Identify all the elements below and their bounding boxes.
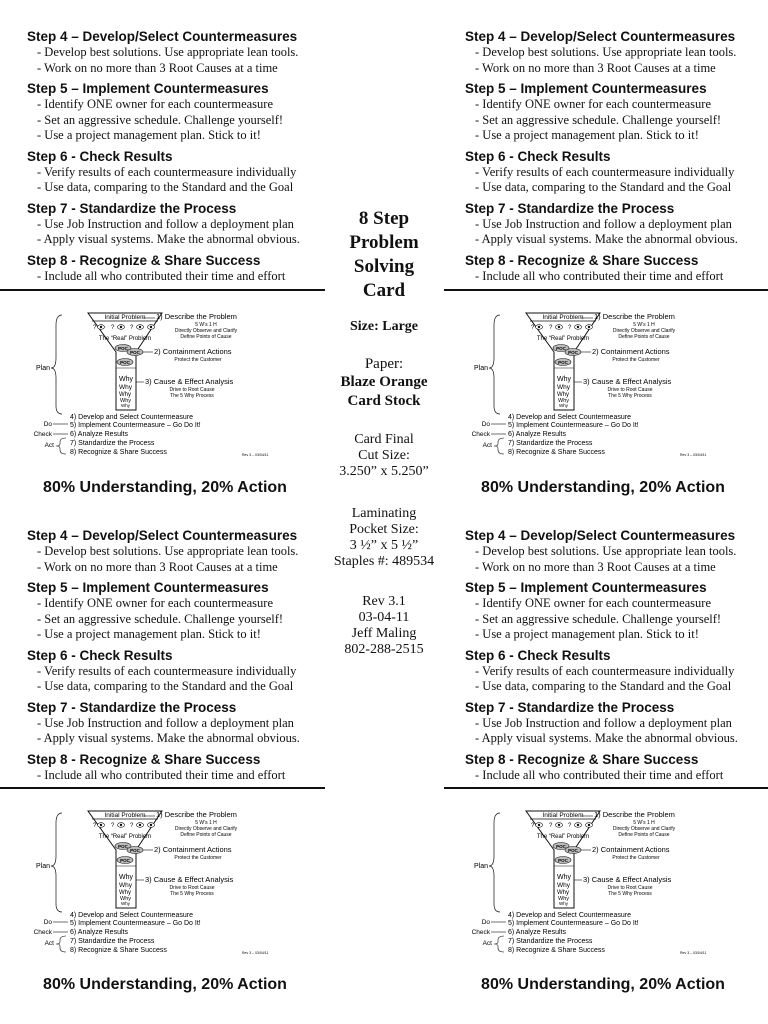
- step-bullet: - Use Job Instruction and follow a deployment plan: [475, 216, 732, 231]
- revision-line: Rev 3.1: [362, 594, 406, 609]
- act-label: Act: [44, 442, 54, 449]
- step-title: Step 7 - Standardize the Process: [465, 200, 675, 216]
- why-label: Why: [557, 384, 570, 391]
- step-1-sub: Directly Observe and Clarify: [612, 328, 676, 334]
- step-title: Step 4 – Develop/Select Countermeasures: [27, 528, 298, 543]
- plan-brace: [51, 315, 62, 414]
- funnel-diagram: [468, 808, 768, 958]
- step-3-text: 3) Cause & Effect Analysis: [583, 377, 672, 386]
- step-8-text: 8) Recognize & Share Success: [508, 449, 605, 456]
- step-bullet: - Apply visual systems. Make the abnormal obvious.: [475, 731, 738, 745]
- step-bullet: - Identify ONE owner for each countermeasure: [37, 596, 274, 610]
- print-spec-title: [325, 207, 443, 303]
- revision-note: Rev 3 – 03/04/11: [680, 453, 707, 457]
- step-bullet: - Apply visual systems. Make the abnormal obvious.: [37, 731, 300, 745]
- step-bullet: - Use Job Instruction and follow a deployment plan: [475, 715, 732, 730]
- question-mark: ?: [549, 325, 553, 331]
- card-top-right-steps: [465, 29, 765, 284]
- eye-icon: [120, 326, 122, 328]
- real-problem-label: The “Real” Problem: [536, 834, 590, 840]
- step-bullet: - Develop best solutions. Use appropriate lean tools.: [37, 45, 299, 59]
- step-bullet: - Use data, comparing to the Standard and the Goal: [37, 180, 294, 194]
- question-mark: ?: [111, 325, 115, 331]
- poc-label: POC: [118, 844, 128, 849]
- step-6-text: 6) Analyze Results: [508, 929, 566, 936]
- do-label: Do: [43, 919, 52, 926]
- eye-icon: [538, 824, 540, 826]
- eye-icon: [100, 824, 102, 826]
- step-bullet: - Use Job Instruction and follow a deployment plan: [37, 216, 294, 231]
- eye-icon: [538, 326, 540, 328]
- title-line: Solving: [353, 256, 415, 277]
- step-bullet: - Identify ONE owner for each countermeasure: [475, 596, 712, 610]
- step-1-sub: 5 W’s 1 H: [633, 322, 655, 328]
- step-2-text: 2) Containment Actions: [154, 845, 232, 854]
- initial-problem-label: Initial Problem: [542, 812, 584, 819]
- step-bullet: - Apply visual systems. Make the abnormal obvious.: [37, 232, 300, 246]
- cut-size-line: Cut Size:: [358, 448, 410, 463]
- real-problem-label: The “Real” Problem: [98, 336, 152, 342]
- poc-label: POC: [120, 858, 130, 863]
- why-label: Why: [559, 403, 568, 408]
- step-1-sub: Directly Observe and Clarify: [174, 328, 238, 334]
- do-label: Do: [481, 421, 490, 428]
- step-7-text: 7) Standardize the Process: [70, 938, 155, 945]
- poc-label: POC: [556, 844, 566, 849]
- title-line: Problem: [349, 232, 419, 253]
- act-label: Act: [482, 442, 492, 449]
- card-bottom-left-steps: [27, 528, 327, 783]
- eye-icon: [588, 824, 590, 826]
- step-bullet: - Identify ONE owner for each countermeasure: [475, 97, 712, 111]
- eye-icon: [558, 824, 560, 826]
- step-3-text: 3) Cause & Effect Analysis: [583, 875, 672, 884]
- step-1-sub: Define Points of Cause: [180, 334, 232, 340]
- do-label: Do: [43, 421, 52, 428]
- step-2-text: 2) Containment Actions: [592, 347, 670, 356]
- step-bullet: - Verify results of each countermeasure individually: [475, 663, 735, 678]
- question-mark: ?: [531, 823, 535, 829]
- step-bullet: - Set an aggressive schedule. Challenge yourself!: [37, 611, 284, 626]
- step-title: Step 5 – Implement Countermeasures: [27, 81, 269, 96]
- why-label: Why: [557, 874, 571, 881]
- laminating-line: 3 ½” x 5 ½”: [349, 538, 419, 553]
- step-1-sub: Directly Observe and Clarify: [174, 826, 238, 832]
- step-1-text: 1) Describe the Problem: [594, 312, 675, 321]
- step-title: Step 4 – Develop/Select Countermeasures: [465, 29, 736, 44]
- poc-label: POC: [130, 848, 140, 853]
- tagline: 80% Understanding, 20% Action: [43, 976, 287, 993]
- step-1-sub: 5 W’s 1 H: [195, 322, 217, 328]
- step-2-sub: Protect the Customer: [612, 855, 660, 861]
- step-bullet: - Work on no more than 3 Root Causes at a time: [37, 60, 278, 75]
- size-text: Size: Large: [349, 319, 419, 334]
- step-5-text: 5) Implement Countermeasure – Go Do It!: [70, 920, 201, 927]
- step-title: Step 6 - Check Results: [465, 647, 611, 663]
- step-title: Step 5 – Implement Countermeasures: [27, 580, 269, 595]
- step-title: Step 7 - Standardize the Process: [27, 200, 237, 216]
- step-bullet: - Set an aggressive schedule. Challenge yourself!: [475, 611, 722, 626]
- step-8-text: 8) Recognize & Share Success: [70, 947, 167, 954]
- question-mark: ?: [568, 325, 572, 331]
- step-bullet: - Use a project management plan. Stick to it!: [37, 128, 261, 142]
- why-label: Why: [119, 392, 131, 398]
- step-bullet: - Set an aggressive schedule. Challenge yourself!: [475, 112, 722, 127]
- revision-note: Rev 3 – 03/04/11: [242, 453, 269, 457]
- step-4-text: 4) Develop and Select Countermeasure: [70, 414, 193, 421]
- step-bullet: - Work on no more than 3 Root Causes at a time: [475, 60, 716, 75]
- why-label: Why: [120, 896, 131, 902]
- why-label: Why: [557, 882, 570, 889]
- laminating-line: Staples #: 489534: [333, 554, 435, 569]
- plan-label: Plan: [35, 365, 50, 372]
- laminating-line: Laminating: [351, 506, 417, 521]
- eye-icon: [139, 326, 141, 328]
- step-1-text: 1) Describe the Problem: [156, 312, 237, 321]
- laminating-spec: [325, 506, 443, 570]
- step-title: Step 7 - Standardize the Process: [465, 699, 675, 715]
- step-3-text: 3) Cause & Effect Analysis: [145, 875, 234, 884]
- card-top-left-steps: [27, 29, 327, 284]
- step-bullet: - Develop best solutions. Use appropriate lean tools.: [475, 45, 737, 59]
- act-label: Act: [44, 940, 54, 947]
- step-7-text: 7) Standardize the Process: [508, 440, 593, 447]
- question-mark: ?: [130, 823, 134, 829]
- step-bullet: - Verify results of each countermeasure individually: [37, 164, 297, 179]
- step-1-sub: Define Points of Cause: [618, 832, 670, 838]
- step-8-text: 8) Recognize & Share Success: [508, 947, 605, 954]
- plan-brace: [489, 315, 500, 414]
- step-2-sub: Protect the Customer: [174, 357, 222, 363]
- step-6-text: 6) Analyze Results: [508, 431, 566, 438]
- step-4-text: 4) Develop and Select Countermeasure: [508, 414, 631, 421]
- tagline: 80% Understanding, 20% Action: [481, 976, 725, 993]
- poc-label: POC: [558, 858, 568, 863]
- step-bullet: - Include all who contributed their time and effort: [37, 767, 286, 782]
- why-label: Why: [119, 376, 133, 383]
- step-title: Step 6 - Check Results: [465, 148, 611, 164]
- card-bottom-right-steps: [465, 528, 765, 783]
- funnel-diagram: [468, 310, 768, 460]
- eye-icon: [150, 326, 152, 328]
- act-brace: [494, 936, 504, 952]
- step-bullet: - Work on no more than 3 Root Causes at a time: [37, 559, 278, 574]
- question-mark: ?: [93, 823, 97, 829]
- check-label: Check: [471, 431, 490, 438]
- step-1-sub: Define Points of Cause: [180, 832, 232, 838]
- step-4-text: 4) Develop and Select Countermeasure: [70, 912, 193, 919]
- question-mark: ?: [111, 823, 115, 829]
- step-3-sub: The 5 Why Process: [608, 393, 652, 399]
- poc-label: POC: [556, 346, 566, 351]
- funnel-diagram: [30, 310, 330, 460]
- why-label: Why: [121, 901, 130, 906]
- question-mark: ?: [130, 325, 134, 331]
- step-5-text: 5) Implement Countermeasure – Go Do It!: [508, 422, 639, 429]
- paper-value: Blaze Orange: [340, 374, 428, 390]
- why-label: Why: [119, 384, 132, 391]
- title-line: 8 Step: [358, 208, 410, 229]
- step-bullet: - Use data, comparing to the Standard and the Goal: [475, 180, 732, 194]
- tagline: 80% Understanding, 20% Action: [43, 479, 287, 496]
- tagline: 80% Understanding, 20% Action: [481, 479, 725, 496]
- do-label: Do: [481, 919, 490, 926]
- step-bullet: - Use data, comparing to the Standard and the Goal: [475, 679, 732, 693]
- cut-size-line: 3.250” x 5.250”: [339, 464, 429, 479]
- step-bullet: - Develop best solutions. Use appropriate lean tools.: [37, 544, 299, 558]
- step-title: Step 8 - Recognize & Share Success: [465, 751, 699, 767]
- step-bullet: - Use a project management plan. Stick to it!: [37, 627, 261, 641]
- paper-label: Paper:: [364, 356, 404, 372]
- step-5-text: 5) Implement Countermeasure – Go Do It!: [70, 422, 201, 429]
- paper-value: Card Stock: [347, 393, 421, 409]
- why-label: Why: [559, 901, 568, 906]
- why-label: Why: [120, 398, 131, 404]
- why-label: Why: [557, 376, 571, 383]
- why-label: Why: [558, 398, 569, 404]
- why-label: Why: [121, 403, 130, 408]
- step-bullet: - Verify results of each countermeasure individually: [37, 663, 297, 678]
- eye-icon: [150, 824, 152, 826]
- step-title: Step 8 - Recognize & Share Success: [27, 751, 261, 767]
- step-bullet: - Use a project management plan. Stick to it!: [475, 627, 699, 641]
- step-bullet: - Use data, comparing to the Standard and the Goal: [37, 679, 294, 693]
- plan-brace: [51, 813, 62, 912]
- plan-label: Plan: [473, 863, 488, 870]
- step-3-sub: The 5 Why Process: [170, 891, 214, 897]
- why-label: Why: [557, 392, 569, 398]
- step-3-text: 3) Cause & Effect Analysis: [145, 377, 234, 386]
- step-title: Step 8 - Recognize & Share Success: [27, 252, 261, 268]
- act-brace: [56, 936, 66, 952]
- why-label: Why: [119, 882, 132, 889]
- step-8-text: 8) Recognize & Share Success: [70, 449, 167, 456]
- why-label: Why: [119, 874, 133, 881]
- step-1-sub: Directly Observe and Clarify: [612, 826, 676, 832]
- divider-line: [0, 289, 325, 291]
- step-title: Step 6 - Check Results: [27, 148, 173, 164]
- step-2-text: 2) Containment Actions: [154, 347, 232, 356]
- eye-icon: [120, 824, 122, 826]
- step-7-text: 7) Standardize the Process: [508, 938, 593, 945]
- eye-icon: [139, 824, 141, 826]
- step-bullet: - Apply visual systems. Make the abnormal obvious.: [475, 232, 738, 246]
- plan-label: Plan: [35, 863, 50, 870]
- step-2-sub: Protect the Customer: [174, 855, 222, 861]
- step-title: Step 6 - Check Results: [27, 647, 173, 663]
- poc-label: POC: [568, 848, 578, 853]
- why-label: Why: [557, 890, 569, 896]
- real-problem-label: The “Real” Problem: [536, 336, 590, 342]
- question-mark: ?: [549, 823, 553, 829]
- initial-problem-label: Initial Problem: [104, 314, 146, 321]
- poc-label: POC: [130, 350, 140, 355]
- initial-problem-label: Initial Problem: [104, 812, 146, 819]
- revision-note: Rev 3 – 03/04/11: [242, 951, 269, 955]
- eye-icon: [577, 326, 579, 328]
- why-label: Why: [558, 896, 569, 902]
- question-mark: ?: [568, 823, 572, 829]
- size-label: [325, 319, 443, 335]
- initial-problem-label: Initial Problem: [542, 314, 584, 321]
- cut-size-spec: [325, 432, 443, 480]
- step-1-sub: 5 W’s 1 H: [633, 820, 655, 826]
- act-brace: [494, 438, 504, 454]
- step-3-sub: The 5 Why Process: [170, 393, 214, 399]
- step-bullet: - Use a project management plan. Stick to it!: [475, 128, 699, 142]
- step-bullet: - Include all who contributed their time and effort: [475, 767, 724, 782]
- step-1-text: 1) Describe the Problem: [156, 810, 237, 819]
- step-2-text: 2) Containment Actions: [592, 845, 670, 854]
- step-bullet: - Use Job Instruction and follow a deployment plan: [37, 715, 294, 730]
- step-6-text: 6) Analyze Results: [70, 929, 128, 936]
- step-bullet: - Set an aggressive schedule. Challenge yourself!: [37, 112, 284, 127]
- eye-icon: [100, 326, 102, 328]
- poc-label: POC: [118, 346, 128, 351]
- step-3-sub: Drive to Root Cause: [169, 387, 215, 393]
- divider-line: [444, 787, 768, 789]
- divider-line: [0, 787, 325, 789]
- revision-line: 802-288-2515: [344, 642, 424, 657]
- laminating-line: Pocket Size:: [349, 522, 419, 537]
- check-label: Check: [33, 431, 52, 438]
- step-3-sub: Drive to Root Cause: [169, 885, 215, 891]
- check-label: Check: [33, 929, 52, 936]
- eye-icon: [577, 824, 579, 826]
- revision-line: Jeff Maling: [351, 626, 417, 641]
- question-mark: ?: [531, 325, 535, 331]
- step-5-text: 5) Implement Countermeasure – Go Do It!: [508, 920, 639, 927]
- step-title: Step 5 – Implement Countermeasures: [465, 81, 707, 96]
- step-1-sub: Define Points of Cause: [618, 334, 670, 340]
- real-problem-label: The “Real” Problem: [98, 834, 152, 840]
- step-bullet: - Identify ONE owner for each countermeasure: [37, 97, 274, 111]
- funnel-diagram: [30, 808, 330, 958]
- step-bullet: - Include all who contributed their time and effort: [37, 268, 286, 283]
- poc-label: POC: [558, 360, 568, 365]
- step-title: Step 5 – Implement Countermeasures: [465, 580, 707, 595]
- question-mark: ?: [93, 325, 97, 331]
- poc-label: POC: [568, 350, 578, 355]
- act-label: Act: [482, 940, 492, 947]
- step-1-sub: 5 W’s 1 H: [195, 820, 217, 826]
- step-bullet: - Work on no more than 3 Root Causes at a time: [475, 559, 716, 574]
- step-title: Step 4 – Develop/Select Countermeasures: [27, 29, 298, 44]
- step-title: Step 4 – Develop/Select Countermeasures: [465, 528, 736, 543]
- step-bullet: - Include all who contributed their time and effort: [475, 268, 724, 283]
- paper-spec: [325, 355, 443, 411]
- poc-label: POC: [120, 360, 130, 365]
- plan-brace: [489, 813, 500, 912]
- act-brace: [56, 438, 66, 454]
- check-label: Check: [471, 929, 490, 936]
- eye-icon: [588, 326, 590, 328]
- revision-note: Rev 3 – 03/04/11: [680, 951, 707, 955]
- step-3-sub: Drive to Root Cause: [607, 885, 653, 891]
- step-7-text: 7) Standardize the Process: [70, 440, 155, 447]
- plan-label: Plan: [473, 365, 488, 372]
- divider-line: [444, 289, 768, 291]
- eye-icon: [558, 326, 560, 328]
- step-title: Step 7 - Standardize the Process: [27, 699, 237, 715]
- step-3-sub: The 5 Why Process: [608, 891, 652, 897]
- step-4-text: 4) Develop and Select Countermeasure: [508, 912, 631, 919]
- step-2-sub: Protect the Customer: [612, 357, 660, 363]
- step-6-text: 6) Analyze Results: [70, 431, 128, 438]
- cut-size-line: Card Final: [354, 432, 414, 447]
- why-label: Why: [119, 890, 131, 896]
- revision-contact: [325, 594, 443, 658]
- step-3-sub: Drive to Root Cause: [607, 387, 653, 393]
- title-line: Card: [362, 280, 406, 301]
- step-bullet: - Verify results of each countermeasure individually: [475, 164, 735, 179]
- revision-line: 03-04-11: [358, 610, 410, 625]
- step-bullet: - Develop best solutions. Use appropriate lean tools.: [475, 544, 737, 558]
- step-title: Step 8 - Recognize & Share Success: [465, 252, 699, 268]
- step-1-text: 1) Describe the Problem: [594, 810, 675, 819]
